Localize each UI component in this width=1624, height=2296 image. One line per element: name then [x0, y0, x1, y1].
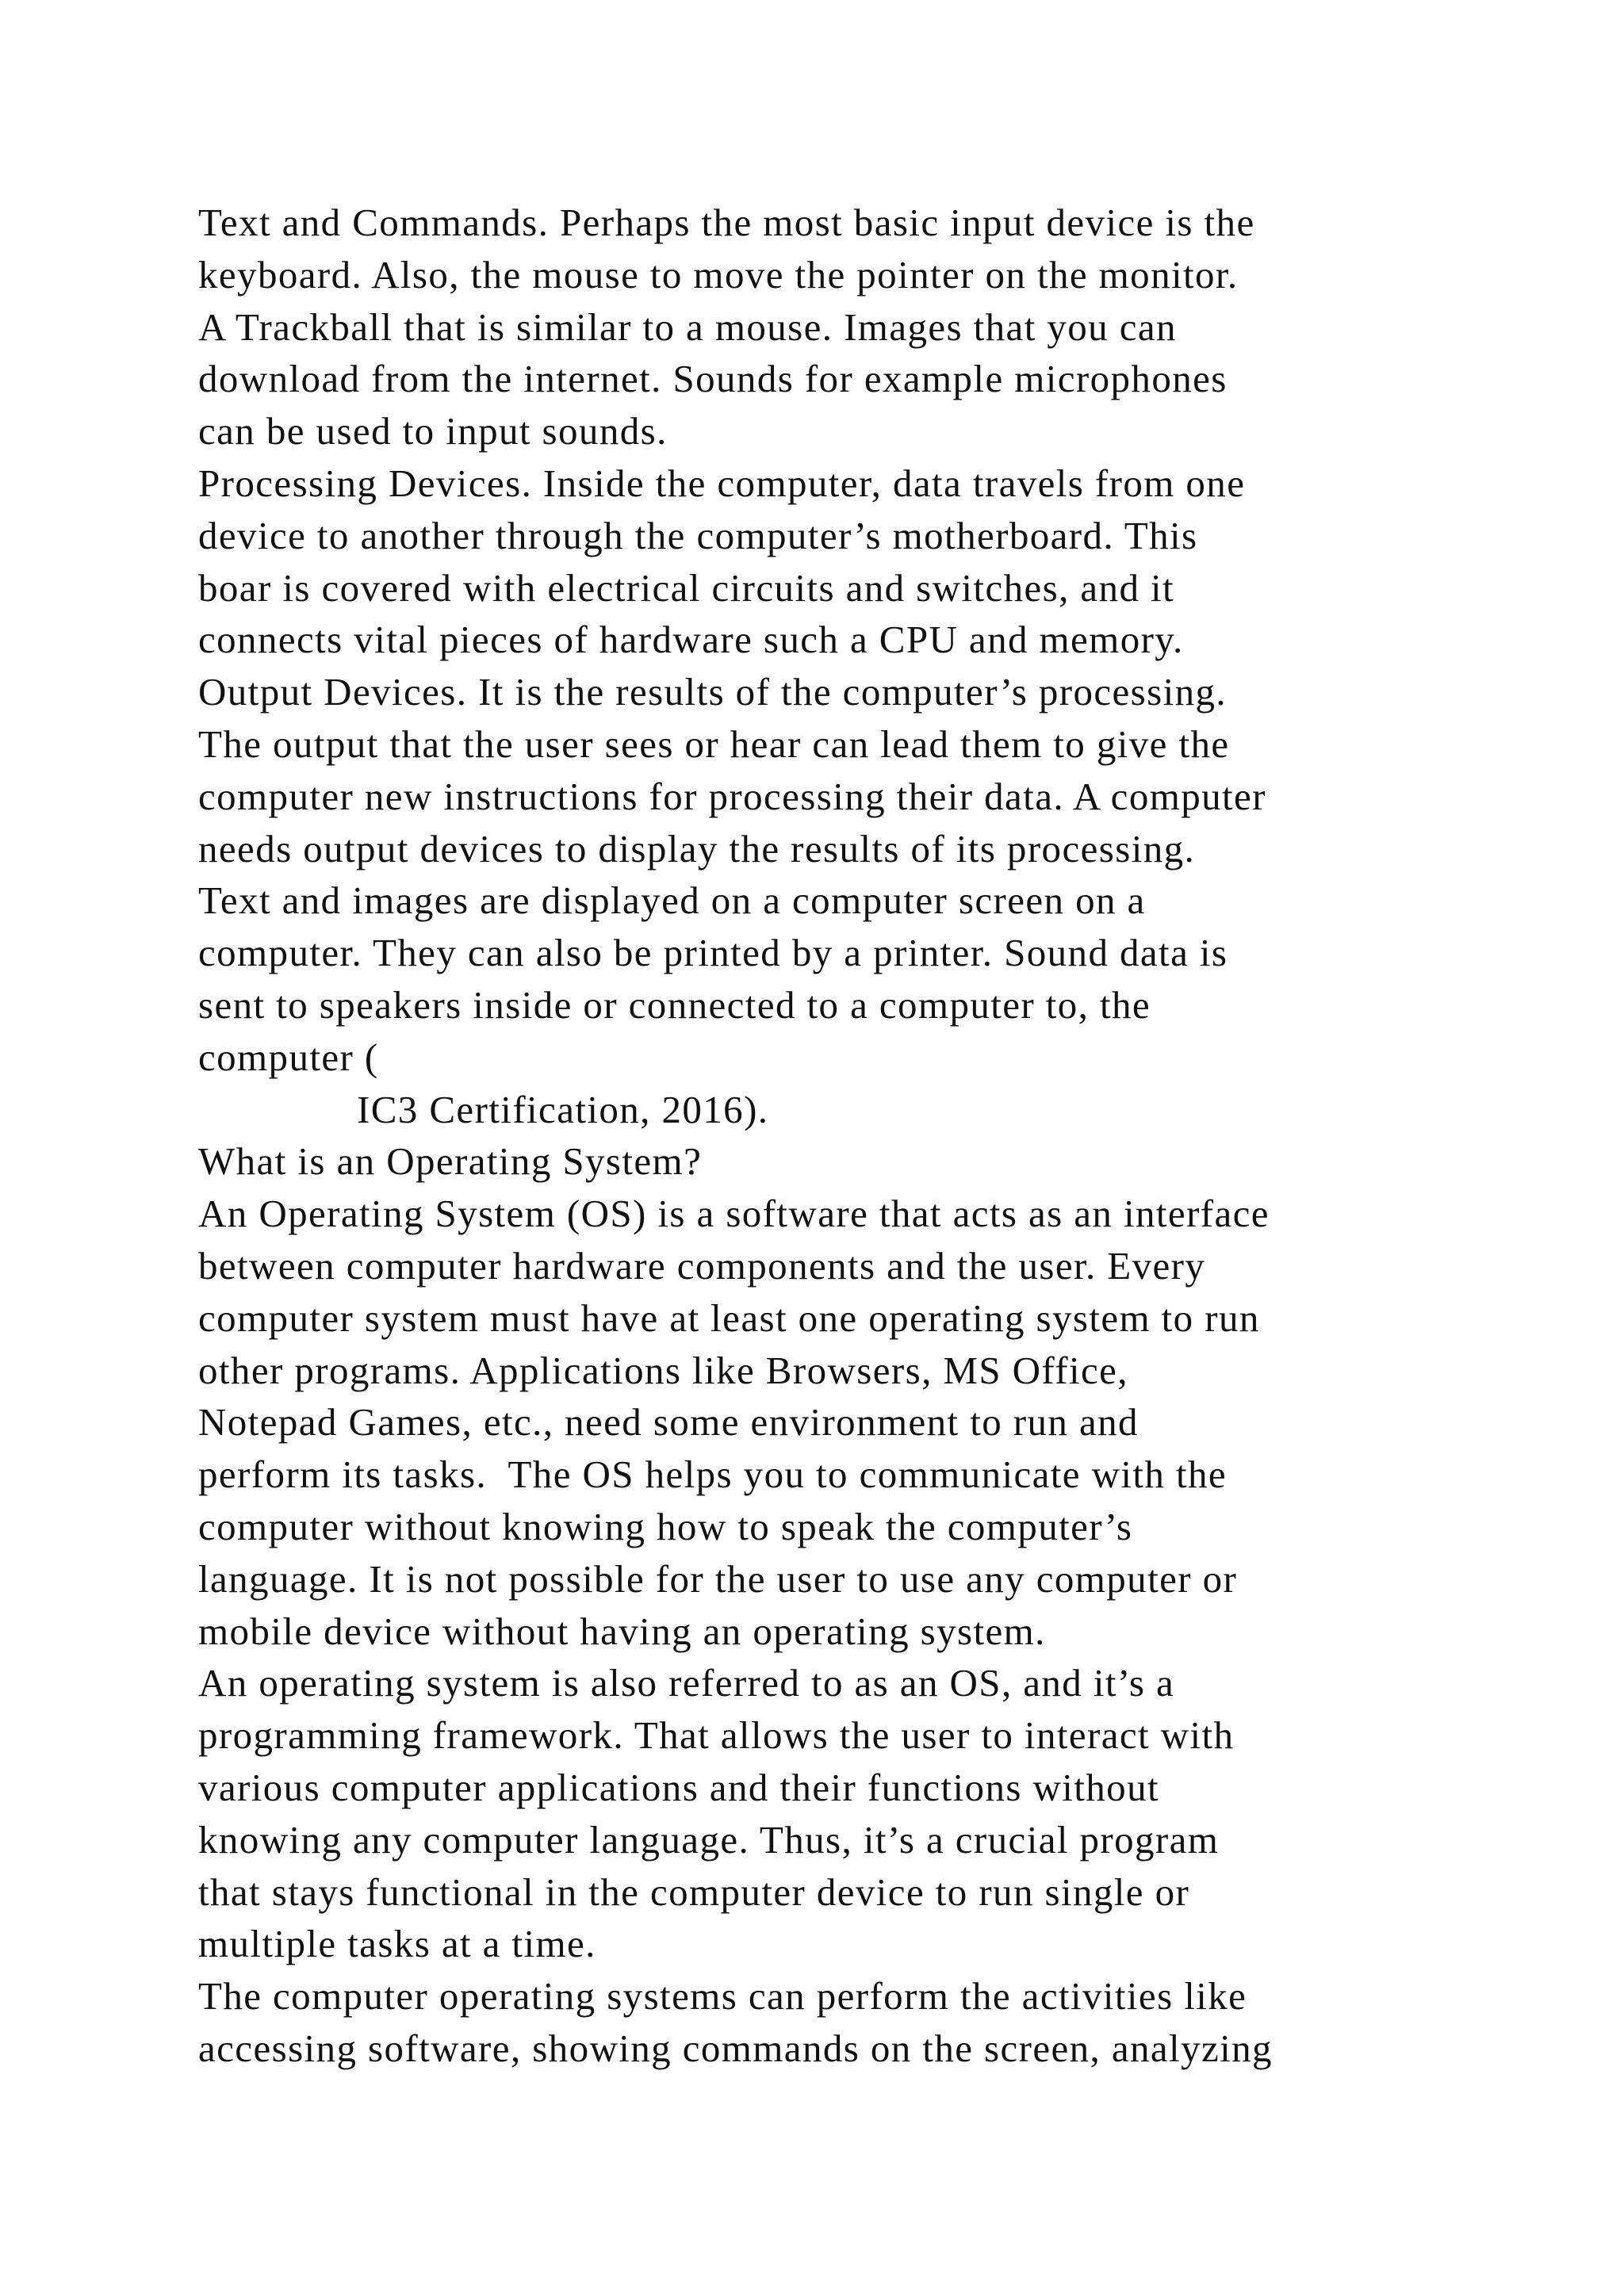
text-line: other programs. Applications like Browsers, MS Office, [198, 1348, 1128, 1392]
text-line: programming framework. That allows the user to interact with [198, 1713, 1235, 1758]
text-line: that stays functional in the computer device to run single or [198, 1869, 1190, 1914]
text-line: computer system must have at least one operating system to run [198, 1295, 1260, 1340]
text-line: An Operating System (OS) is a software that acts as an interface [198, 1192, 1270, 1236]
text-line: An operating system is also referred to as an OS, and it’s a [198, 1661, 1175, 1705]
text-line: can be used to input sounds. [198, 409, 668, 453]
text-line: Notepad Games, etc., need some environment to run and [198, 1400, 1139, 1445]
section-heading: What is an Operating System? [198, 1139, 703, 1184]
text-line: download from the internet. Sounds for example microphones [198, 357, 1228, 401]
text-line: various computer applications and their functions without [198, 1765, 1159, 1809]
text-line: perform its tasks. The OS helps you to communicate with the [198, 1452, 1228, 1497]
text-line: computer without knowing how to speak the computer’s [198, 1504, 1133, 1548]
text-line: The computer operating systems can perform the activities like [198, 1974, 1247, 2019]
text-line: mobile device without having an operating system. [198, 1609, 1046, 1653]
text-line: Processing Devices. Inside the computer, data travels from one [198, 461, 1246, 505]
text-line: Output Devices. It is the results of the computer’s processing. [198, 670, 1228, 714]
text-line: computer ( [198, 1035, 379, 1079]
text-line: multiple tasks at a time. [198, 1922, 596, 1966]
text-line: boar is covered with electrical circuits and switches, and it [198, 565, 1175, 610]
citation-line: IC3 Certification, 2016). [357, 1087, 769, 1131]
text-line: knowing any computer language. Thus, it’s a crucial program [198, 1817, 1220, 1862]
text-line: computer new instructions for processing their data. A computer [198, 774, 1266, 818]
text-line: sent to speakers inside or connected to a computer to, the [198, 982, 1151, 1027]
text-line: The output that the user sees or hear can lead them to give the [198, 721, 1230, 766]
text-line: Text and images are displayed on a computer screen on a [198, 878, 1146, 923]
text-line: between computer hardware components and the user. Every [198, 1243, 1206, 1288]
text-line: computer. They can also be printed by a printer. Sound data is [198, 931, 1228, 975]
text-line: connects vital pieces of hardware such a CPU and memory. [198, 618, 1184, 662]
text-line: accessing software, showing commands on the screen, analyzing [198, 2026, 1273, 2070]
document-body [198, 197, 1483, 2075]
text-line: A Trackball that is similar to a mouse. Images that you can [198, 304, 1177, 349]
text-line: keyboard. Also, the mouse to move the pointer on the monitor. [198, 252, 1239, 297]
text-line: language. It is not possible for the user to use any computer or [198, 1556, 1238, 1601]
text-line: device to another through the computer’s motherboard. This [198, 513, 1198, 557]
text-line: needs output devices to display the results of its processing. [198, 826, 1196, 871]
text-line: Text and Commands. Perhaps the most basic input device is the [198, 201, 1255, 244]
